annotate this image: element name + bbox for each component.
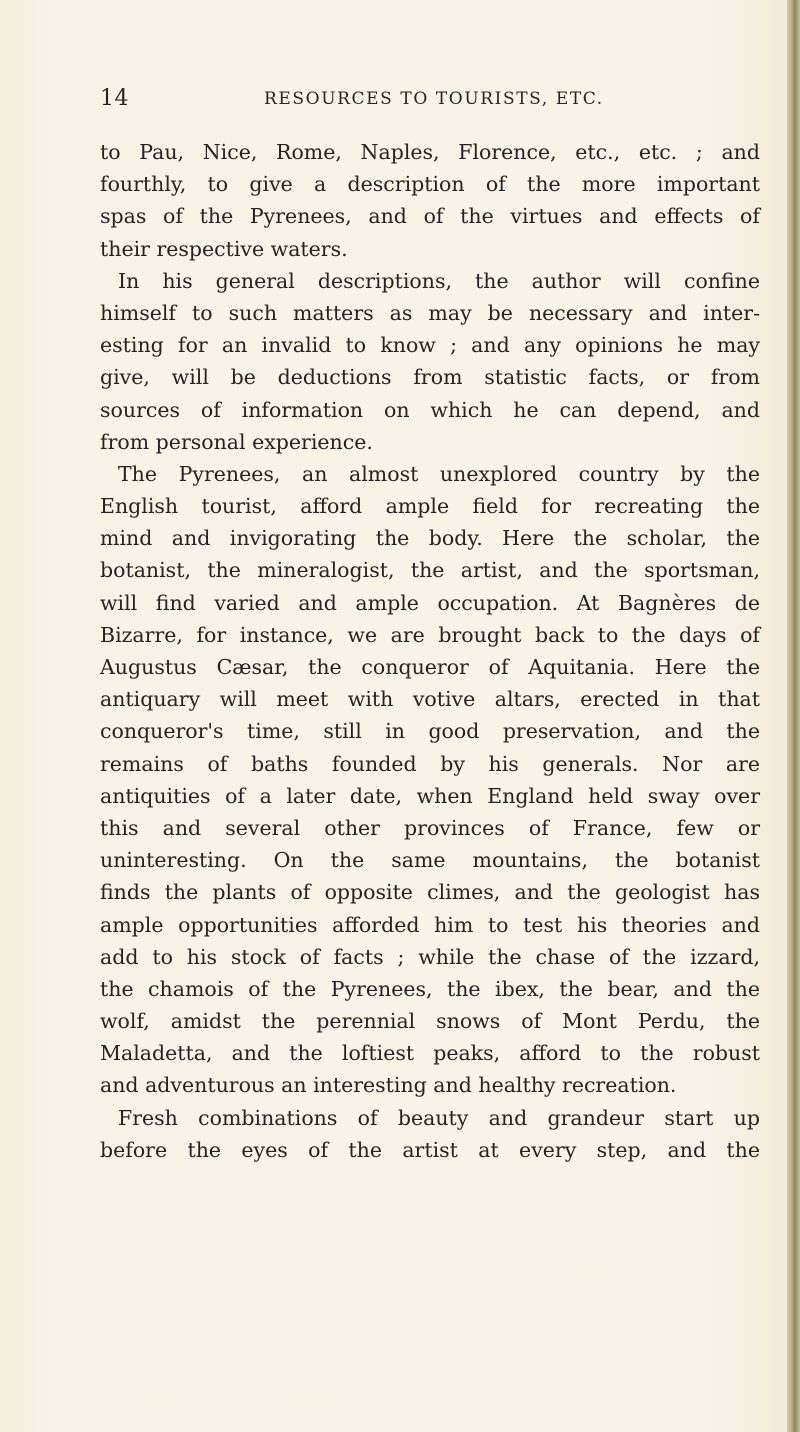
text-line: their respective waters. bbox=[100, 236, 348, 261]
text-line: Augustus Cæsar, the conqueror of Aquitania. Here the bbox=[100, 655, 760, 679]
text-line: spas of the Pyrenees, and of the virtues and effects of bbox=[100, 204, 760, 229]
text-line: fourthly, to give a description of the more important bbox=[100, 172, 760, 197]
text-line: from personal experience. bbox=[100, 429, 373, 454]
text-line: Fresh combinations of beauty and grandeur start up bbox=[118, 1105, 760, 1130]
text-line: antiquary will meet with votive altars, erected in that bbox=[100, 687, 760, 712]
text-line: remains of baths founded by his generals. Nor are bbox=[100, 751, 760, 776]
text-line: uninteresting. On the same mountains, the botanist bbox=[100, 848, 760, 873]
text-line: and adventurous an interesting and healthy recreation. bbox=[100, 1073, 677, 1098]
text-line: The Pyrenees, an almost unexplored country by the bbox=[118, 461, 760, 486]
text-line: mind and invigorating the body. Here the scholar, the bbox=[100, 526, 760, 551]
text-line: English tourist, afford ample field for recreating the bbox=[100, 494, 760, 519]
text-line: Bizarre, for instance, we are brought back to the days of bbox=[100, 622, 760, 647]
text-line: antiquities of a later date, when England held sway over bbox=[100, 783, 760, 808]
page-number: 14 bbox=[100, 86, 129, 111]
text-line: give, will be deductions from statistic facts, or from bbox=[100, 365, 760, 390]
text-line: ample opportunities afforded him to test his theories and bbox=[100, 912, 760, 937]
text-line: before the eyes of the artist at every step, and the bbox=[100, 1137, 760, 1162]
text-line: will find varied and ample occupation. At Bagnères de bbox=[100, 590, 760, 615]
text-line: In his general descriptions, the author will confine bbox=[118, 268, 760, 293]
text-line: add to his stock of facts ; while the chase of the izzard, bbox=[100, 944, 760, 969]
text-line: Maladetta, and the loftiest peaks, afford to the robust bbox=[100, 1041, 760, 1066]
text-line: wolf, amidst the perennial snows of Mont Perdu, the bbox=[100, 1009, 760, 1034]
text-line: finds the plants of opposite climes, and the geologist has bbox=[100, 880, 760, 905]
page-header bbox=[100, 86, 760, 116]
body-text bbox=[100, 136, 760, 1166]
text-line: botanist, the mineralogist, the artist, and the sportsman, bbox=[100, 558, 760, 583]
text-line: sources of information on which he can depend, and bbox=[100, 397, 760, 422]
text-line: the chamois of the Pyrenees, the ibex, the bear, and the bbox=[100, 976, 760, 1001]
text-line: conqueror's time, still in good preservation, and the bbox=[100, 719, 760, 744]
text-line: himself to such matters as may be necessary and inter- bbox=[100, 300, 760, 325]
text-line: to Pau, Nice, Rome, Naples, Florence, etc., etc. ; and bbox=[100, 140, 760, 164]
running-title: RESOURCES TO TOURISTS, ETC. bbox=[264, 89, 604, 109]
text-line: esting for an invalid to know ; and any opinions he may bbox=[100, 333, 760, 358]
page-edge-shadow bbox=[787, 0, 800, 1432]
text-line: this and several other provinces of France, few or bbox=[100, 815, 760, 840]
